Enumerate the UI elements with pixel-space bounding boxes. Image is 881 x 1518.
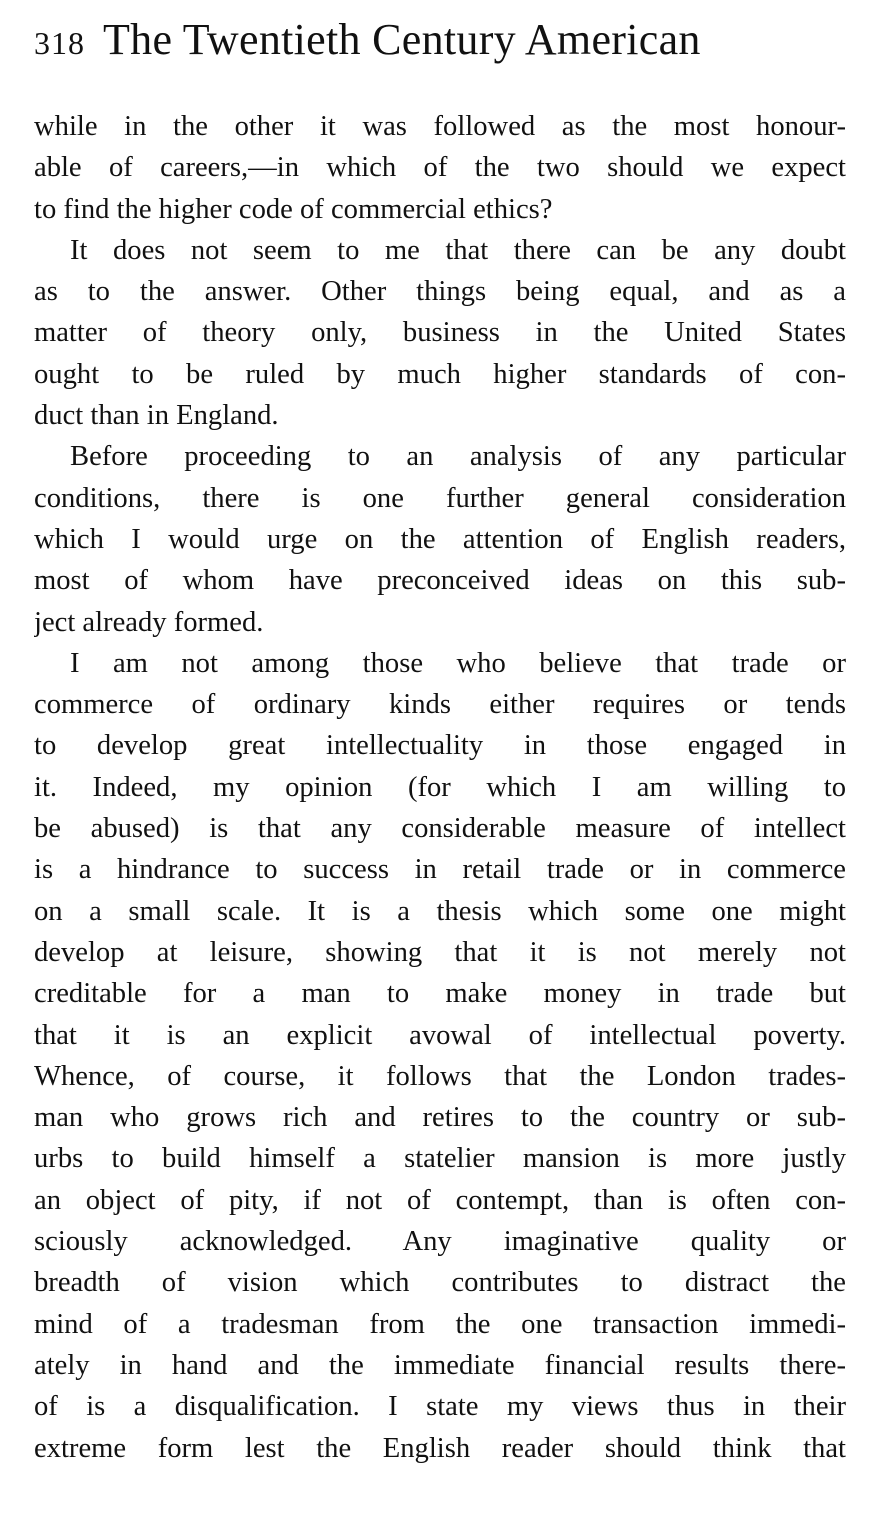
text-line: conditions, there is one further general consideration bbox=[34, 482, 846, 514]
text-line: an object of pity, if not of contempt, than is often con- bbox=[34, 1184, 846, 1216]
page-number: 318 bbox=[34, 25, 85, 61]
running-title: The Twentieth Century American bbox=[103, 15, 701, 64]
text-line: ject already formed. bbox=[34, 606, 264, 638]
text-line: matter of theory only, business in the United States bbox=[34, 317, 846, 349]
text-line: able of careers,—in which of the two should we expect bbox=[34, 152, 846, 184]
text-line: creditable for a man to make money in trade but bbox=[34, 978, 846, 1010]
text-line: mind of a tradesman from the one transaction immedi- bbox=[34, 1308, 846, 1340]
text-line: duct than in England. bbox=[34, 400, 279, 432]
text-line: breadth of vision which contributes to distract the bbox=[34, 1267, 846, 1299]
text-line: Whence, of course, it follows that the London trades- bbox=[34, 1060, 846, 1092]
text-line: urbs to build himself a statelier mansion is more justly bbox=[34, 1143, 846, 1175]
text-line: be abused) is that any considerable measure of intellect bbox=[34, 813, 846, 845]
text-line: ately in hand and the immediate financial results there- bbox=[34, 1349, 846, 1381]
text-line: man who grows rich and retires to the country or sub- bbox=[34, 1102, 846, 1134]
text-line: it. Indeed, my opinion (for which I am willing to bbox=[34, 771, 846, 803]
text-line: of is a disqualification. I state my views thus in their bbox=[34, 1391, 846, 1423]
paragraph-first-line: It does not seem to me that there can be any doubt bbox=[70, 234, 846, 266]
text-line: is a hindrance to success in retail trade or in commerce bbox=[34, 854, 846, 886]
text-line: as to the answer. Other things being equal, and as a bbox=[34, 276, 846, 308]
text-line: to develop great intellectuality in those engaged in bbox=[34, 730, 846, 762]
text-line: develop at leisure, showing that it is not merely not bbox=[34, 936, 846, 968]
text-line: to find the higher code of commercial ethics? bbox=[34, 193, 553, 225]
text-line: commerce of ordinary kinds either requires or tends bbox=[34, 689, 846, 721]
text-line: on a small scale. It is a thesis which some one might bbox=[34, 895, 846, 927]
body-text bbox=[34, 106, 846, 1469]
text-line: that it is an explicit avowal of intellectual poverty. bbox=[34, 1019, 846, 1051]
paragraph-first-line: Before proceeding to an analysis of any particular bbox=[70, 441, 846, 473]
text-line: which I would urge on the attention of English readers, bbox=[34, 523, 846, 555]
paragraph-first-line: I am not among those who believe that trade or bbox=[70, 647, 846, 679]
text-line: sciously acknowledged. Any imaginative quality or bbox=[34, 1226, 846, 1258]
text-line: extreme form lest the English reader should think that bbox=[34, 1432, 846, 1464]
text-line: ought to be ruled by much higher standards of con- bbox=[34, 358, 846, 390]
running-header bbox=[34, 14, 846, 74]
text-line: while in the other it was followed as the most honour- bbox=[34, 111, 846, 142]
text-line: most of whom have preconceived ideas on this sub- bbox=[34, 565, 846, 597]
